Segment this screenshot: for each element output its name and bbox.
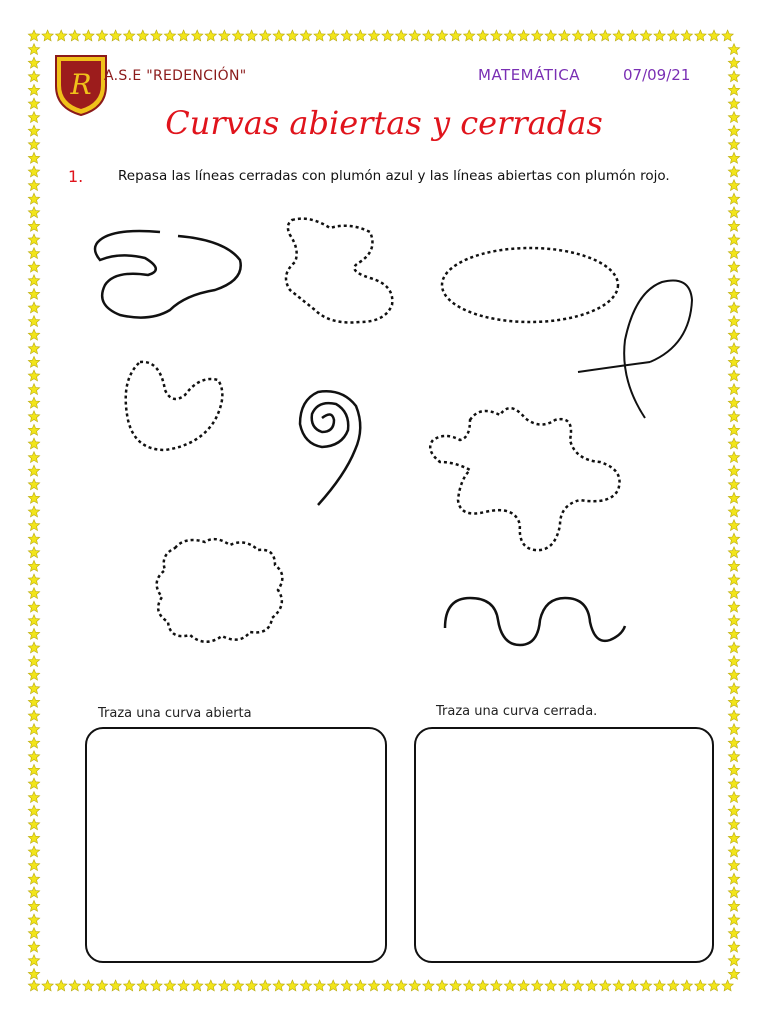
exercise-instruction: Repasa las líneas cerradas con plumón azul y las líneas abiertas con plumón rojo. (118, 168, 670, 184)
closed-curve-dotted-cloud (157, 539, 283, 642)
closed-curve-practice-label: Traza una curva cerrada. (436, 704, 598, 719)
school-name: A.S.E "REDENCIÓN" (104, 68, 247, 84)
open-curve-wave (445, 598, 625, 645)
open-curve-practice-label: Traza una curva abierta (98, 706, 252, 721)
exercise-number: 1. (68, 167, 84, 186)
open-curve-loop (578, 280, 692, 418)
subject-name: MATEMÁTICA (478, 66, 581, 84)
worksheet-date: 07/09/21 (623, 66, 691, 84)
svg-text:R: R (70, 68, 92, 101)
closed-curve-ellipse (442, 248, 618, 322)
page-title: Curvas abiertas y cerradas (165, 104, 603, 142)
closed-curve-dotted-blob (286, 219, 392, 323)
open-curve-spiral (300, 391, 360, 505)
closed-curve-dotted-heart (126, 362, 223, 450)
open-curve-drawing-box[interactable] (85, 727, 387, 963)
closed-curve-dotted-star (430, 408, 619, 550)
closed-curve-drawing-box[interactable] (414, 727, 714, 963)
open-curve-blob (95, 231, 241, 318)
